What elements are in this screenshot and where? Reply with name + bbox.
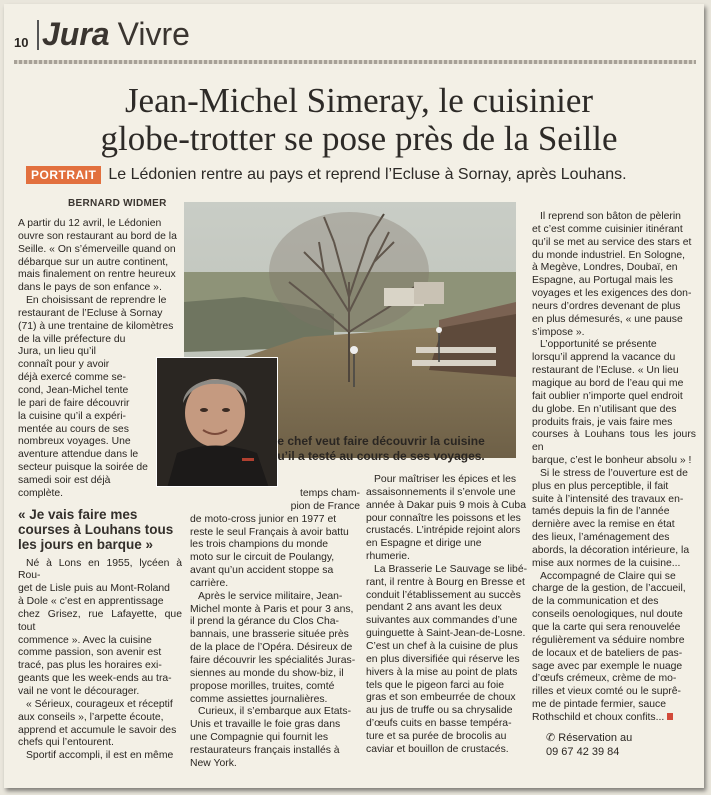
paragraph	[18, 218, 182, 295]
paragraph	[18, 699, 182, 750]
text-line: ture et sa purée de brocolis au	[366, 730, 507, 742]
text-line: assaisonnements il s’envole une	[366, 486, 516, 498]
column-1	[18, 218, 182, 763]
section-title-light: Vivre	[117, 16, 190, 52]
text-line: de la communication et des	[532, 596, 659, 608]
text-line: déjà exercé comme se-	[18, 372, 126, 384]
text-line: faire découvrir les spécialités Juras-	[190, 654, 356, 666]
page-number: 10	[14, 35, 29, 50]
text-line: neurs d’ordres devenant de plus	[532, 300, 681, 312]
column-2	[190, 488, 360, 771]
text-line: restaurateurs français installés à	[190, 744, 340, 756]
text-line: la cuisine qu’il a expéri-	[18, 410, 127, 422]
text-line: vail ne vont le décourager.	[18, 686, 140, 697]
text-line: des lieux, l’aménagement des	[532, 532, 670, 544]
section-title-bold: Jura	[42, 16, 110, 52]
caption-line-2: qu’il a testé au cours de ses voyages.	[270, 449, 485, 463]
text-line: (71) à une trentaine de kilomètres	[18, 320, 174, 332]
text-line: abords, la décoration intérieure, la	[532, 544, 690, 556]
text-line: de locaux et de bateliers de pas-	[532, 647, 683, 659]
text-line: aux conseils », l’arpette écoute,	[18, 711, 164, 723]
text-line: pendant 2 ans avant les deux	[366, 602, 502, 614]
text-line: et c’est comme cuisinier itinérant	[532, 223, 683, 235]
reservation-phone: 09 67 42 39 84	[546, 745, 620, 758]
text-line: mais finalement on rentre heureux	[18, 269, 176, 281]
text-line: produits frais, je vais faire mes	[532, 416, 673, 428]
end-mark-icon	[667, 713, 673, 720]
text-line: tamés depuis la fin de l’année	[532, 506, 670, 518]
text-line: pion de France	[290, 500, 360, 512]
pull-quote: « Je vais faire mes courses à Louhans tous les jours en barque »	[18, 506, 174, 552]
text-line: le pari de faire découvrir	[18, 397, 130, 409]
text-line: carrière.	[190, 577, 229, 589]
text-line: année à Dakar puis 9 mois à Cuba	[366, 499, 526, 511]
byline: BERNARD WIDMER	[68, 198, 167, 209]
text-line: me de pintade fermier, sauce	[532, 699, 666, 711]
text-line: à Dole « c’est en apprentissage	[18, 596, 164, 608]
text-line: conseils oenologiques, nul doute	[532, 609, 683, 621]
text-line: « Sérieux, courageux et réceptif	[26, 698, 173, 710]
text-line: A partir du 12 avril, le Lédonien	[18, 218, 162, 229]
text-line: samedi soir est déjà	[18, 474, 111, 486]
text-line: Unis et travaille le foie gras dans	[190, 719, 341, 731]
text-line: régulièrement va séduire nombre	[532, 634, 685, 646]
paragraph	[190, 706, 360, 770]
text-line: temps cham-	[299, 488, 360, 499]
text-line: à Megève, Londres, Doubaï, en	[532, 262, 678, 274]
text-line: hivers à la mise au point de plats	[366, 666, 518, 678]
text-line: en plus démesurés, « une pause	[532, 313, 683, 325]
text-line: comme assiettes journalières.	[190, 693, 328, 705]
text-line: mise aux normes de la cuisine...	[532, 557, 681, 569]
text-line: bannais, une brasserie située près	[190, 629, 349, 641]
text-line: siennes au monde du show-biz, il	[190, 667, 344, 679]
text-line: Espagne, au Portugal mais les	[532, 275, 673, 287]
reservation-block	[532, 731, 696, 759]
text-line: secteur puisque la soirée de	[18, 462, 148, 474]
text-line: courses à Louhans tous les jours en	[532, 429, 696, 454]
text-line: au jus de truffe ou sa chrysalide	[366, 705, 513, 717]
reservation-label: Réservation au	[558, 731, 633, 744]
text-line: Curieux, il s’embarque aux Etats-	[198, 706, 352, 718]
text-line: rant, il rentre à Bourg en Bresse et	[366, 576, 525, 588]
caption-line-1: Le chef veut faire découvrir la cuisine	[270, 434, 485, 448]
text-line: reste le seul Français à avoir battu	[190, 526, 349, 538]
text-line: chez Grisez, rue Lafayette, que tout	[18, 608, 182, 633]
text-line: pour connaître les poissons et les	[366, 512, 521, 524]
text-line: restaurant de l’Ecluse. « Un lieu	[532, 365, 679, 377]
text-line: les trois champions du monde	[190, 539, 329, 551]
text-line: chefs qui l’entourent.	[18, 737, 114, 749]
text-line: tels que le pigeon farci au foie	[366, 679, 505, 691]
paragraph	[18, 558, 182, 699]
text-line: du monde industriel. En Sologne,	[532, 249, 686, 261]
text-line: charge de la gestion, de l’accueil,	[532, 583, 686, 595]
text-line: qu’il se met au service des stars et	[532, 236, 692, 248]
text-line: dernière avec la remise en état	[532, 519, 675, 531]
header-divider	[37, 20, 39, 50]
text-line: gras et son embeurrée de choux	[366, 692, 516, 704]
column-3	[366, 474, 528, 757]
text-line: Il reprend son bâton de pèlerin	[540, 211, 681, 222]
text-line: mentée au cours de ses	[18, 423, 129, 435]
text-line: plus en plus perceptible, il fait	[532, 480, 669, 492]
paragraph	[18, 295, 182, 501]
headline-line-2: globe-trotter se pose près de la Seille	[100, 119, 618, 158]
text-line: voyages et les exigences des don-	[532, 288, 692, 300]
text-line: comme passion, son avenir est	[18, 647, 162, 659]
paragraph	[532, 571, 696, 725]
text-line: caviar et bouillon de crustacés.	[366, 743, 509, 755]
text-line: barque, c’est le bonheur absolu » !	[532, 455, 692, 467]
section-header	[14, 16, 190, 50]
text-line: débarque sur un autre continent,	[18, 256, 169, 268]
text-line: En choisissant de reprendre le	[26, 295, 167, 307]
text-line: aventure attendue dans le	[18, 449, 139, 461]
text-line: Après le service militaire, Jean-	[198, 590, 343, 602]
text-line: Né à Lons en 1955, lycéen à Rou-	[18, 557, 182, 582]
text-line: il prend la gérance du Clos Cha-	[190, 616, 340, 628]
text-line: moto sur le circuit de Poulangy,	[190, 552, 335, 564]
text-line: guinguette à Saint-Jean-de-Losne.	[366, 628, 526, 640]
text-line: propose morilles, truites, comté	[190, 680, 335, 692]
text-line: C’est un chef à la cuisine de plus	[366, 640, 518, 652]
header-rule	[14, 60, 696, 64]
paragraph	[190, 514, 360, 591]
text-line: rhumerie.	[366, 551, 410, 563]
text-line: rilles et vieux comté ou le suprê-	[532, 686, 681, 698]
text-line: ouvre son restaurant au bord de la	[18, 230, 177, 242]
text-line: avant qu’un accident stoppe sa	[190, 565, 334, 577]
text-line: nombreux voyages. Une	[18, 436, 131, 448]
text-line: en Espagne et dirige une	[366, 538, 482, 550]
text-line: conduit l’établissement au succès	[366, 589, 521, 601]
text-line: suite à l’intensité des travaux en-	[532, 493, 684, 505]
text-line: Sportif accompli, il est en même	[26, 750, 174, 762]
text-line: restaurant de l’Ecluse à Sornay	[18, 307, 163, 319]
phone-icon: ✆	[546, 731, 559, 744]
text-line: La Brasserie Le Sauvage se libé-	[374, 563, 528, 575]
text-line: lorsqu’il apprend la vacance du	[532, 352, 676, 364]
text-line: Accompagné de Claire qui se	[540, 570, 676, 582]
photo-caption	[270, 434, 518, 464]
text-line: suivantes aux commandes d’une	[366, 615, 518, 627]
text-line: Jura, un lieu qu’il	[18, 346, 96, 358]
text-line: fait oublier n’importe quel endroit	[532, 390, 683, 402]
deck-text: Le Lédonien rentre au pays et reprend l’Ecluse à Sornay, après Louhans.	[108, 166, 627, 183]
text-line: en plus diversifiée qui réserve les	[366, 653, 520, 665]
text-line: de moto-cross junior en 1977 et	[190, 513, 337, 525]
text-line: Michel monte à Paris et pour 3 ans,	[190, 603, 354, 615]
text-line: dans le pays de son enfance ».	[18, 282, 162, 294]
text-line: s’impose ».	[532, 326, 585, 338]
text-line: geants que les week-ends au tra-	[18, 673, 172, 685]
newspaper-page	[4, 4, 704, 788]
paragraph	[190, 591, 360, 707]
paragraph	[532, 468, 696, 571]
text-line: magique au bord de l’eau qui me	[532, 377, 684, 389]
headline-line-1: Jean-Michel Simeray, le cuisinier	[124, 81, 594, 120]
text-line: Si le stress de l’ouverture est de	[540, 467, 688, 479]
paragraph	[366, 474, 528, 564]
text-line: d’œufs cuits en basse tempéra-	[366, 718, 512, 730]
text-line: crustacés. L’intrépide rejoint alors	[366, 525, 521, 537]
text-line: get de Lisle puis au Mont-Roland	[18, 583, 170, 595]
paragraph	[532, 211, 696, 339]
portrait-tag: PORTRAIT	[26, 166, 101, 184]
text-line: complète.	[18, 487, 64, 499]
text-line: d’œufs crémeux, crème de mo-	[532, 673, 677, 685]
paragraph	[532, 339, 696, 467]
deck	[26, 166, 627, 184]
text-line: une Compagnie qui fournit les	[190, 732, 329, 744]
text-line: Seille. « On s’émerveille quand on	[18, 243, 176, 255]
text-line: Pour maîtriser les épices et les	[374, 474, 517, 485]
column-4	[532, 211, 696, 759]
text-line: L’opportunité se présente	[540, 339, 657, 351]
text-line: tracé, pas plus les horaires exi-	[18, 660, 162, 672]
paragraph	[190, 488, 360, 514]
text-line: cond, Jean-Michel tente	[18, 384, 129, 396]
paragraph	[18, 750, 182, 763]
text-line: de la ville préfecture du	[18, 333, 126, 345]
text-line: apprend et accumule le savoir des	[18, 724, 177, 736]
text-line: que la carte qui sera renouvelée	[532, 622, 681, 633]
text-line: connaît pour y avoir	[18, 359, 110, 371]
text-line: sage avec par exemple le nuage	[532, 660, 683, 672]
text-line: de la place de l’Opéra. Désireux de	[190, 642, 353, 654]
text-line: commence ». Avec la cuisine	[18, 634, 152, 646]
text-line: Rothschild et choux confits...	[532, 711, 665, 723]
text-line: New York.	[190, 757, 237, 769]
text-line: du globe. En n’utilisant que des	[532, 403, 677, 415]
headline	[24, 82, 694, 158]
paragraph	[366, 564, 528, 757]
